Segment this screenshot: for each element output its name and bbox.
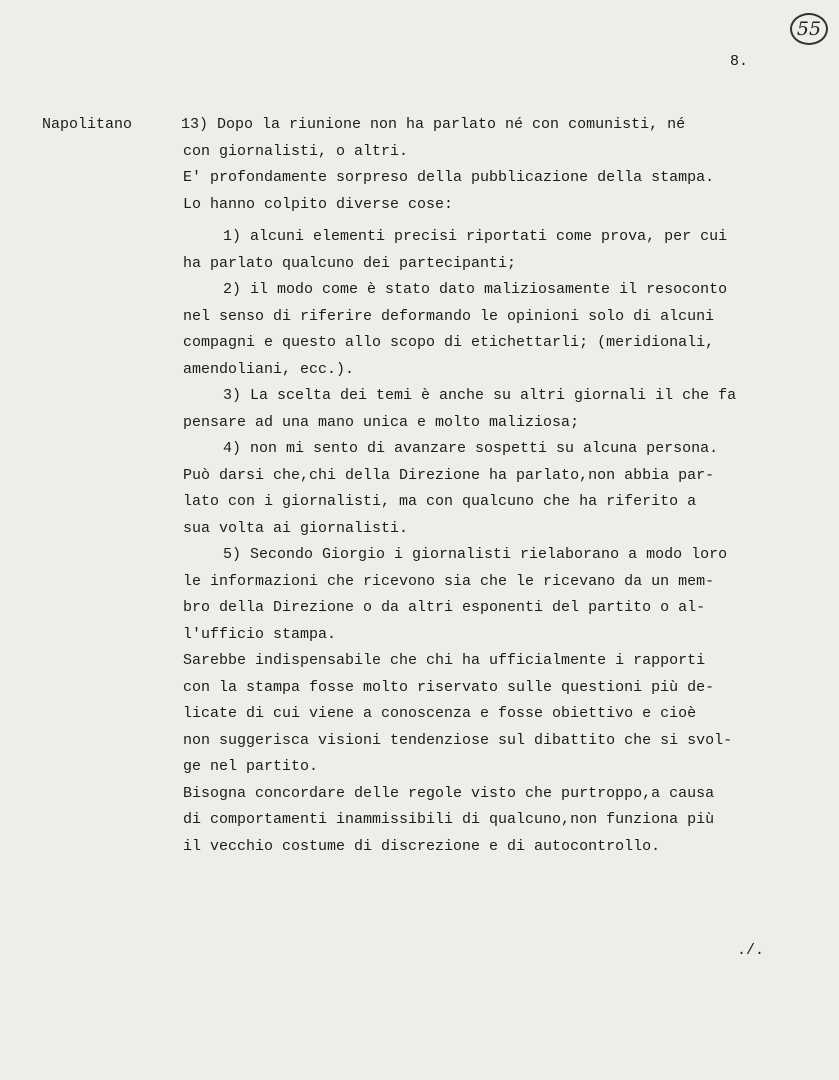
text-line: Bisogna concordare delle regole visto che purtroppo,a causa — [183, 784, 715, 802]
text-line: 3) La scelta dei temi è anche su altri giornali il che fa — [223, 387, 737, 404]
text-line: nel senso di riferire deformando le opinioni solo di alcuni — [183, 307, 715, 325]
text-line: bro della Direzione o da altri esponenti del partito o al- — [183, 599, 706, 616]
text-line: Sarebbe indispensabile che chi ha ufficialmente i rapporti — [183, 652, 706, 669]
text-line: licate di cui viene a conoscenza e fosse obiettivo e cioè — [183, 705, 697, 722]
text-line: il vecchio costume di discrezione e di autocontrollo. — [183, 837, 661, 855]
text-line: 5) Secondo Giorgio i giornalisti rielaborano a modo loro — [223, 546, 728, 563]
archive-stamp: 55 — [790, 13, 828, 45]
text-line: pensare ad una mano unica e molto maliziosa; — [183, 413, 580, 431]
text-line: amendoliani, ecc.). — [183, 360, 355, 378]
text-line: 13) Dopo la riunione non ha parlato né con comunisti, né — [181, 116, 686, 133]
text-line: Lo hanno colpito diverse cose: — [183, 195, 454, 213]
text-line: E' profondamente sorpreso della pubblicazione della stampa. — [183, 169, 715, 186]
statement-body — [183, 112, 803, 860]
page-number: 8. — [730, 53, 749, 70]
text-line: l'ufficio stampa. — [183, 625, 337, 643]
text-line: sua volta ai giornalisti. — [183, 519, 409, 537]
text-line: ha parlato qualcuno dei partecipanti; — [183, 254, 517, 272]
text-line: non suggerisca visioni tendenziose sul dibattito che si svol- — [183, 731, 733, 749]
text-line: con la stampa fosse molto riservato sulle questioni più de- — [183, 678, 715, 696]
text-line: ge nel partito. — [183, 758, 319, 775]
speaker-name: Napolitano — [42, 116, 133, 133]
text-line: le informazioni che ricevono sia che le ricevano da un mem- — [183, 572, 715, 590]
text-line: compagni e questo allo scopo di etichettarli; (meridionali, — [183, 334, 715, 351]
text-line: lato con i giornalisti, ma con qualcuno che ha riferito a — [183, 493, 697, 510]
text-line: con giornalisti, o altri. — [183, 142, 409, 160]
text-line: 4) non mi sento di avanzare sospetti su alcuna persona. — [223, 440, 719, 457]
text-line: 2) il modo come è stato dato maliziosamente il resoconto — [223, 281, 728, 298]
text-line: Può darsi che,chi della Direzione ha parlato,non abbia par- — [183, 466, 715, 484]
continuation-mark: ./. — [737, 942, 765, 959]
text-line: di comportamenti inammissibili di qualcuno,non funziona più — [183, 811, 715, 828]
text-line: 1) alcuni elementi precisi riportati come prova, per cui — [223, 228, 728, 245]
